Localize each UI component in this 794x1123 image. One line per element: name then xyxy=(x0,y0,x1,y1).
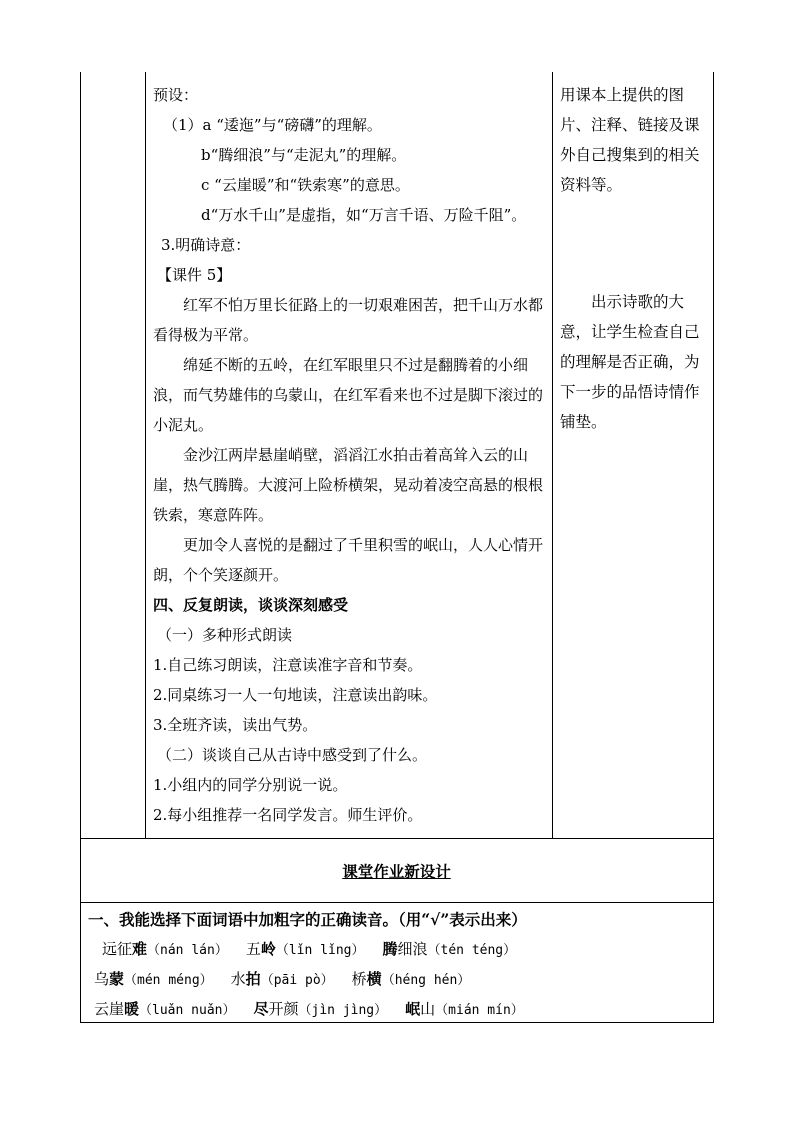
subsection2-heading: （二）谈谈自己从古诗中感受到了什么。 xyxy=(157,746,428,764)
homework-word-row xyxy=(88,965,708,995)
word-text: 云崖 xyxy=(94,1000,125,1018)
preset-label: 预设： xyxy=(153,86,199,104)
homework-word-item xyxy=(253,1000,387,1018)
pinyin-options: （mián mín） xyxy=(435,1003,524,1018)
design-intent-cell xyxy=(560,80,712,437)
poem-meaning-paragraph: 金沙江两岸悬崖峭壁，滔滔江水拍击着高耸入云的山崖，热气腾腾。大渡河上险桥横架，晃动着凌空高悬的根根铁索，寒意阵阵。 xyxy=(153,446,544,524)
bold-character: 岭 xyxy=(260,940,276,958)
table-border-right xyxy=(713,72,714,1023)
poem-meaning-paragraph: 红军不怕万里长征路上的一切艰难困苦，把千山万水都看得极为平常。 xyxy=(153,296,544,344)
section4-heading: 四、反复朗读，谈谈深刻感受 xyxy=(153,596,349,614)
subsection1-heading: （一）多种形式朗读 xyxy=(157,626,293,644)
pinyin-options: （luǎn nuǎn） xyxy=(139,1003,236,1018)
word-text: 乌 xyxy=(94,970,110,988)
homework-word-item xyxy=(405,1000,524,1018)
side-note-1: 用课本上提供的图片、注释、链接及课外自己搜集到的相关资料等。 xyxy=(560,86,700,194)
pinyin-options: （héng hén） xyxy=(381,973,471,988)
table-row-divider-2 xyxy=(80,902,713,903)
word-text: 五 xyxy=(245,940,261,958)
subsection1-item: 3.全班齐读，读出气势。 xyxy=(153,716,318,734)
preset-item-b: b“腾细浪”与“走泥丸”的理解。 xyxy=(201,146,407,164)
poem-meaning-paragraph: 更加令人喜悦的是翻过了千里积雪的岷山，人人心情开朗，个个笑逐颜开。 xyxy=(153,536,544,584)
word-text: 开颜 xyxy=(268,1000,299,1018)
word-text: 远征 xyxy=(102,940,133,958)
bold-character: 暖 xyxy=(124,1000,140,1018)
step3-heading: 3.明确诗意： xyxy=(161,236,251,254)
teaching-process-cell xyxy=(153,80,550,830)
bold-character: 岷 xyxy=(405,1000,421,1018)
bold-character: 腾 xyxy=(382,940,398,958)
bold-character: 横 xyxy=(366,970,382,988)
preset-item-a: （1）a “逶迤”与“磅礴”的理解。 xyxy=(163,116,382,134)
poem-meaning-paragraph: 绵延不断的五岭，在红军眼里只不过是翻腾着的小细浪，而气势雄伟的乌蒙山，在红军看来也不过是脚下滚过的小泥丸。 xyxy=(153,356,544,434)
subsection2-item: 1.小组内的同学分别说一说。 xyxy=(153,776,348,794)
homework-word-item xyxy=(231,970,334,988)
homework-word-item xyxy=(94,970,213,988)
pinyin-options: （nán lán） xyxy=(147,943,228,958)
word-text: 桥 xyxy=(351,970,367,988)
homework-word-item xyxy=(102,940,228,958)
homework-word-row xyxy=(88,995,708,1025)
pinyin-options: （tén téng） xyxy=(427,943,517,958)
homework-word-row xyxy=(88,935,708,965)
homework-question-block xyxy=(88,905,708,1025)
word-text: 山 xyxy=(420,1000,436,1018)
preset-item-d: d“万水千山”是虚指，如“万言千语、万险千阻”。 xyxy=(201,206,527,224)
subsection1-item: 1.自己练习朗读，注意读准字音和节奏。 xyxy=(153,656,423,674)
pinyin-options: （jìn jìng） xyxy=(298,1003,388,1018)
bold-character: 拍 xyxy=(245,970,261,988)
subsection1-item: 2.同桌练习一人一句地读，注意读出韵味。 xyxy=(153,686,438,704)
homework-word-item xyxy=(246,940,365,958)
subsection2-item: 2.每小组推荐一名同学发言。师生评价。 xyxy=(153,806,423,824)
word-text: 水 xyxy=(230,970,246,988)
word-text: 细浪 xyxy=(397,940,428,958)
homework-word-item xyxy=(94,1000,235,1018)
pinyin-options: （lǐn lǐng） xyxy=(275,943,365,958)
homework-word-item xyxy=(352,970,471,988)
table-border-col2 xyxy=(145,72,146,838)
table-row-divider-1 xyxy=(80,838,713,839)
courseware-label: 【课件 5】 xyxy=(157,266,232,284)
pinyin-options: （mén méng） xyxy=(124,973,213,988)
bold-character: 难 xyxy=(132,940,148,958)
homework-question: 一、我能选择下面词语中加粗字的正确读音。（用“√”表示出来） xyxy=(88,910,527,929)
homework-word-rows xyxy=(88,935,708,1025)
homework-section-title: 课堂作业新设计 xyxy=(342,862,451,881)
pinyin-options: （pāi pò） xyxy=(260,973,334,988)
homework-word-item xyxy=(382,940,516,958)
table-border-col3 xyxy=(552,72,553,838)
bold-character: 蒙 xyxy=(109,970,125,988)
preset-item-c: c “云崖暖”和“铁索寒”的意思。 xyxy=(201,176,410,194)
bold-character: 尽 xyxy=(253,1000,269,1018)
side-note-2: 出示诗歌的大意，让学生检查自己的理解是否正确，为下一步的品悟诗情作铺垫。 xyxy=(560,293,700,431)
